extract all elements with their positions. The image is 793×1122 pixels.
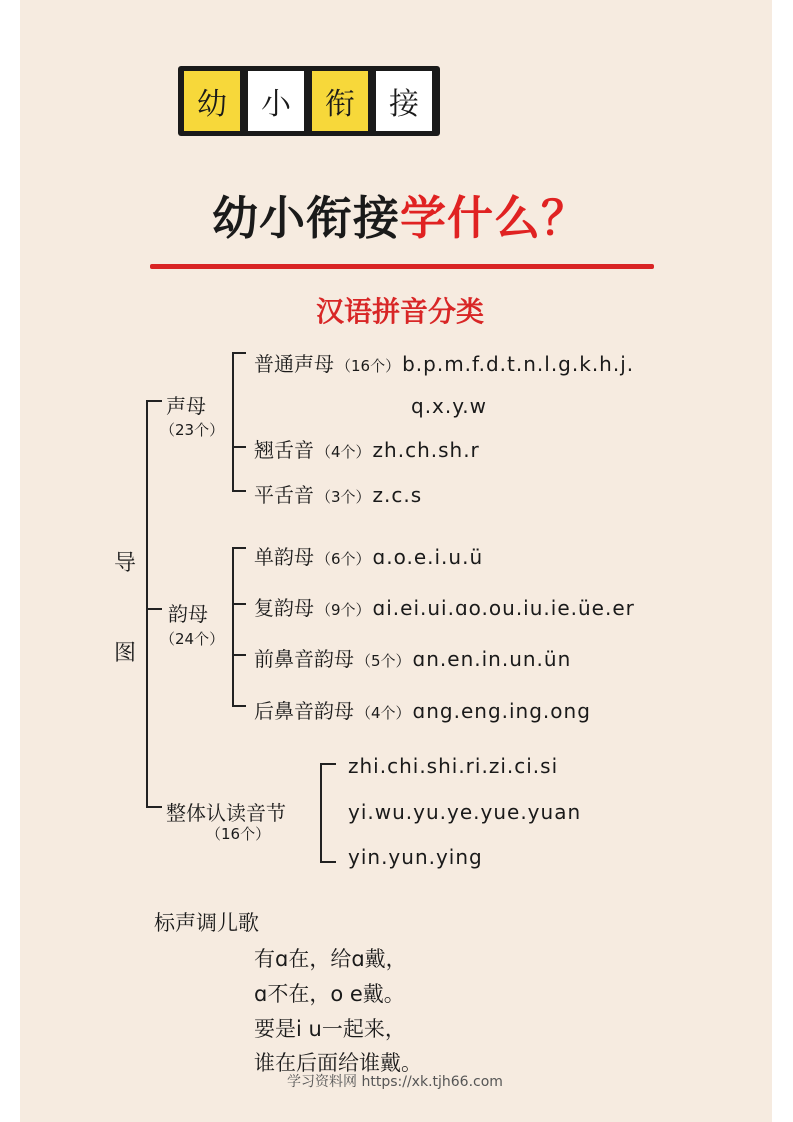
item-count: （16个） — [336, 357, 401, 375]
root-branch-line — [146, 400, 148, 808]
song-line-4: 谁在后面给谁戴。 — [254, 1051, 422, 1075]
item-pinyin: z.c.s — [372, 483, 423, 507]
item-count: （4个） — [316, 443, 371, 461]
item-count: （6个） — [316, 550, 371, 568]
tick — [232, 654, 246, 656]
tick — [320, 763, 336, 765]
yunmu-item-houbi — [254, 695, 591, 724]
song-line-2: ɑ不在，o e戴。 — [254, 982, 405, 1006]
tick — [232, 352, 246, 354]
item-label: 单韵母 — [254, 545, 314, 569]
branch-tick-yunmu — [146, 608, 162, 610]
zhengti-item-3: yin.yun.ying — [348, 845, 483, 869]
header-tile-4: 接 — [376, 71, 432, 131]
item-count: （9个） — [316, 601, 371, 619]
item-label: 前鼻音韵母 — [254, 647, 354, 671]
item-pinyin: ɑi.ei.ui.ɑo.ou.iu.ie.üe.er — [372, 596, 635, 620]
tick — [232, 547, 246, 549]
item-label: 普通声母 — [254, 352, 334, 376]
title-red: 学什么？ — [400, 191, 588, 245]
header-tile-1: 幼 — [184, 71, 240, 131]
yunmu-count: （24个） — [160, 630, 225, 648]
yunmu-label: 韵母 — [168, 602, 208, 626]
item-label: 复韵母 — [254, 596, 314, 620]
zhengti-item-2: yi.wu.yu.ye.yue.yuan — [348, 800, 582, 824]
title-black: 幼小衔接 — [212, 191, 400, 245]
shengmu-item-putong-cont: q.x.y.w — [411, 394, 487, 418]
song-title: 标声调儿歌 — [154, 911, 259, 935]
shengmu-branch-line — [232, 352, 234, 492]
title-underline — [150, 264, 654, 269]
shengmu-count: （23个） — [160, 421, 225, 439]
item-count: （4个） — [356, 704, 411, 722]
yunmu-item-dan — [254, 541, 483, 570]
tick — [232, 490, 246, 492]
song-line-1: 有ɑ在，给ɑ戴， — [254, 947, 407, 971]
song-line-3: 要是i u一起来， — [254, 1017, 406, 1041]
yunmu-branch-line — [232, 547, 234, 707]
yunmu-item-fu — [254, 592, 635, 621]
header-tile-3: 衔 — [312, 71, 368, 131]
item-label: 平舌音 — [254, 483, 314, 507]
item-pinyin: ɑng.eng.ing.ong — [412, 699, 591, 723]
branch-tick-shengmu — [146, 400, 162, 402]
tick — [232, 705, 246, 707]
yunmu-item-qianbi — [254, 643, 571, 672]
zhengti-label: 整体认读音节 — [166, 801, 286, 825]
shengmu-item-qiaoshe — [254, 434, 480, 463]
tick — [232, 603, 246, 605]
shengmu-label: 声母 — [166, 394, 206, 418]
page-title — [150, 182, 650, 248]
item-pinyin: ɑ.o.e.i.u.ü — [372, 545, 484, 569]
item-count: （5个） — [356, 652, 411, 670]
watermark-footer: 学习资料网 https://xk.tjh66.com — [287, 1074, 503, 1090]
item-count: （3个） — [316, 488, 371, 506]
shengmu-item-pingshe — [254, 479, 422, 508]
item-label: 翘舌音 — [254, 438, 314, 462]
section-subtitle: 汉语拼音分类 — [315, 295, 484, 328]
tick — [320, 861, 336, 863]
root-char-2: 图 — [114, 641, 137, 666]
item-pinyin: b.p.m.f.d.t.n.l.g.k.h.j. — [402, 352, 635, 376]
zhengti-item-1: zhi.chi.shi.ri.zi.ci.si — [348, 754, 559, 778]
zhengti-branch-line — [320, 763, 322, 863]
branch-tick-zhengti — [146, 806, 162, 808]
shengmu-item-putong — [254, 348, 634, 377]
zhengti-count: （16个） — [206, 825, 271, 843]
item-pinyin: ɑn.en.in.un.ün — [412, 647, 572, 671]
header-tiles — [178, 66, 440, 136]
item-label: 后鼻音韵母 — [254, 699, 354, 723]
root-char-1: 导 — [114, 551, 137, 576]
tick — [232, 446, 246, 448]
header-tile-2: 小 — [248, 71, 304, 131]
item-pinyin: zh.ch.sh.r — [372, 438, 480, 462]
